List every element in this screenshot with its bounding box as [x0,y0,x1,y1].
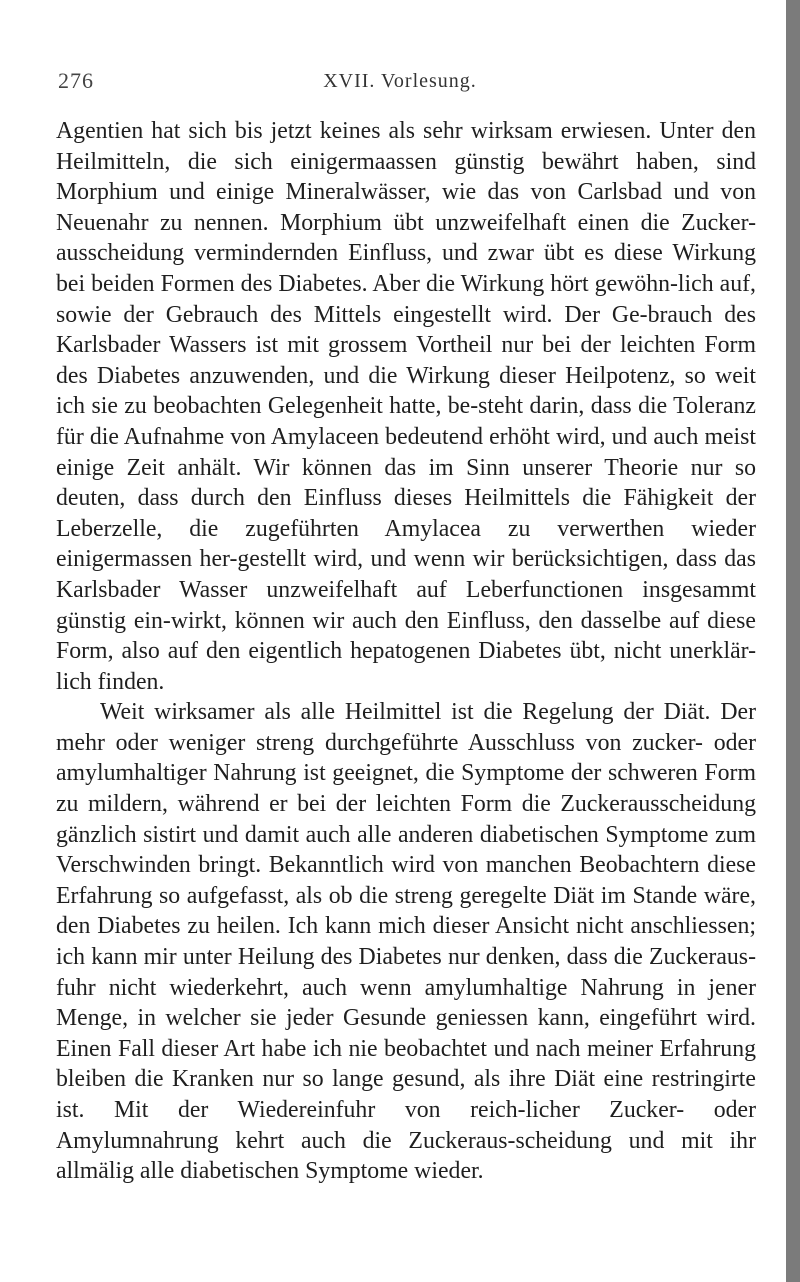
paragraph-2: Weit wirksamer als alle Heilmittel ist die Regelung der Diät. Der mehr oder weniger streng durchgeführte Ausschluss von zucker- oder amylumhaltiger Nahrung ist geeignet, die Symptome der schweren Form zu mildern, während er bei der leichten Form die Zuckerausscheidung gänzlich sistirt und damit auch alle anderen diabetischen Symptome zum Verschwinden bringt. Bekanntlich wird von manchen Beobachtern diese Erfahrung so aufgefasst, als ob die streng geregelte Diät im Stande wäre, den Diabetes zu heilen. Ich kann mich dieser Ansicht nicht anschliessen; ich kann mir unter Heilung des Diabetes nur denken, dass die Zuckeraus-fuhr nicht wiederkehrt, auch wenn amylumhaltige Nahrung in jener Menge, in welcher sie jeder Gesunde geniessen kann, eingeführt wird. Einen Fall dieser Art habe ich nie beobachtet und nach meiner Erfahrung bleiben die Kranken nur so lange gesund, als ihre Diät eine restringirte ist. Mit der Wiedereinfuhr von reich-licher Zucker- oder Amylumnahrung kehrt auch die Zuckeraus-scheidung und mit ihr allmälig alle diabetischen Symptome wieder. [56,699,756,1185]
text-block [56,116,756,1187]
running-title: XVII. Vorlesung. [323,70,477,92]
paragraph-1: Agentien hat sich bis jetzt keines als sehr wirksam erwiesen. Unter den Heilmitteln, die sich einigermaassen günstig bewährt haben, sind Morphium und einige Mineralwässer, wie das von Carlsbad und von Neuenahr zu nennen. Morphium übt unzweifelhaft einen die Zucker-ausscheidung vermindernden Einfluss, und zwar übt es diese Wirkung bei beiden Formen des Diabetes. Aber die Wirkung hört gewöhn-lich auf, sowie der Gebrauch des Mittels eingestellt wird. Der Ge-brauch des Karlsbader Wassers ist mit grossem Vortheil nur bei der leichten Form des Diabetes anzuwenden, und die Wirkung dieser Heilpotenz, so weit ich sie zu beobachten Gelegenheit hatte, be-steht darin, dass die Toleranz für die Aufnahme von Amylaceen bedeutend erhöht wird, und auch meist einige Zeit anhält. Wir können das im Sinn unserer Theorie nur so deuten, dass durch den Einfluss dieses Heilmittels die Fähigkeit der Leberzelle, die zugeführten Amylacea zu verwerthen wieder einigermassen her-gestellt wird, und wenn wir berücksichtigen, dass das Karlsbader Wasser unzweifelhaft auf Leberfunctionen insgesammt günstig ein-wirkt, können wir auch den Einfluss, den dasselbe auf diese Form, also auf den eigentlich hepatogenen Diabetes übt, nicht unerklär-lich finden. [56,118,756,695]
page-edge-shadow [786,0,800,1282]
page-number: 276 [58,68,94,93]
